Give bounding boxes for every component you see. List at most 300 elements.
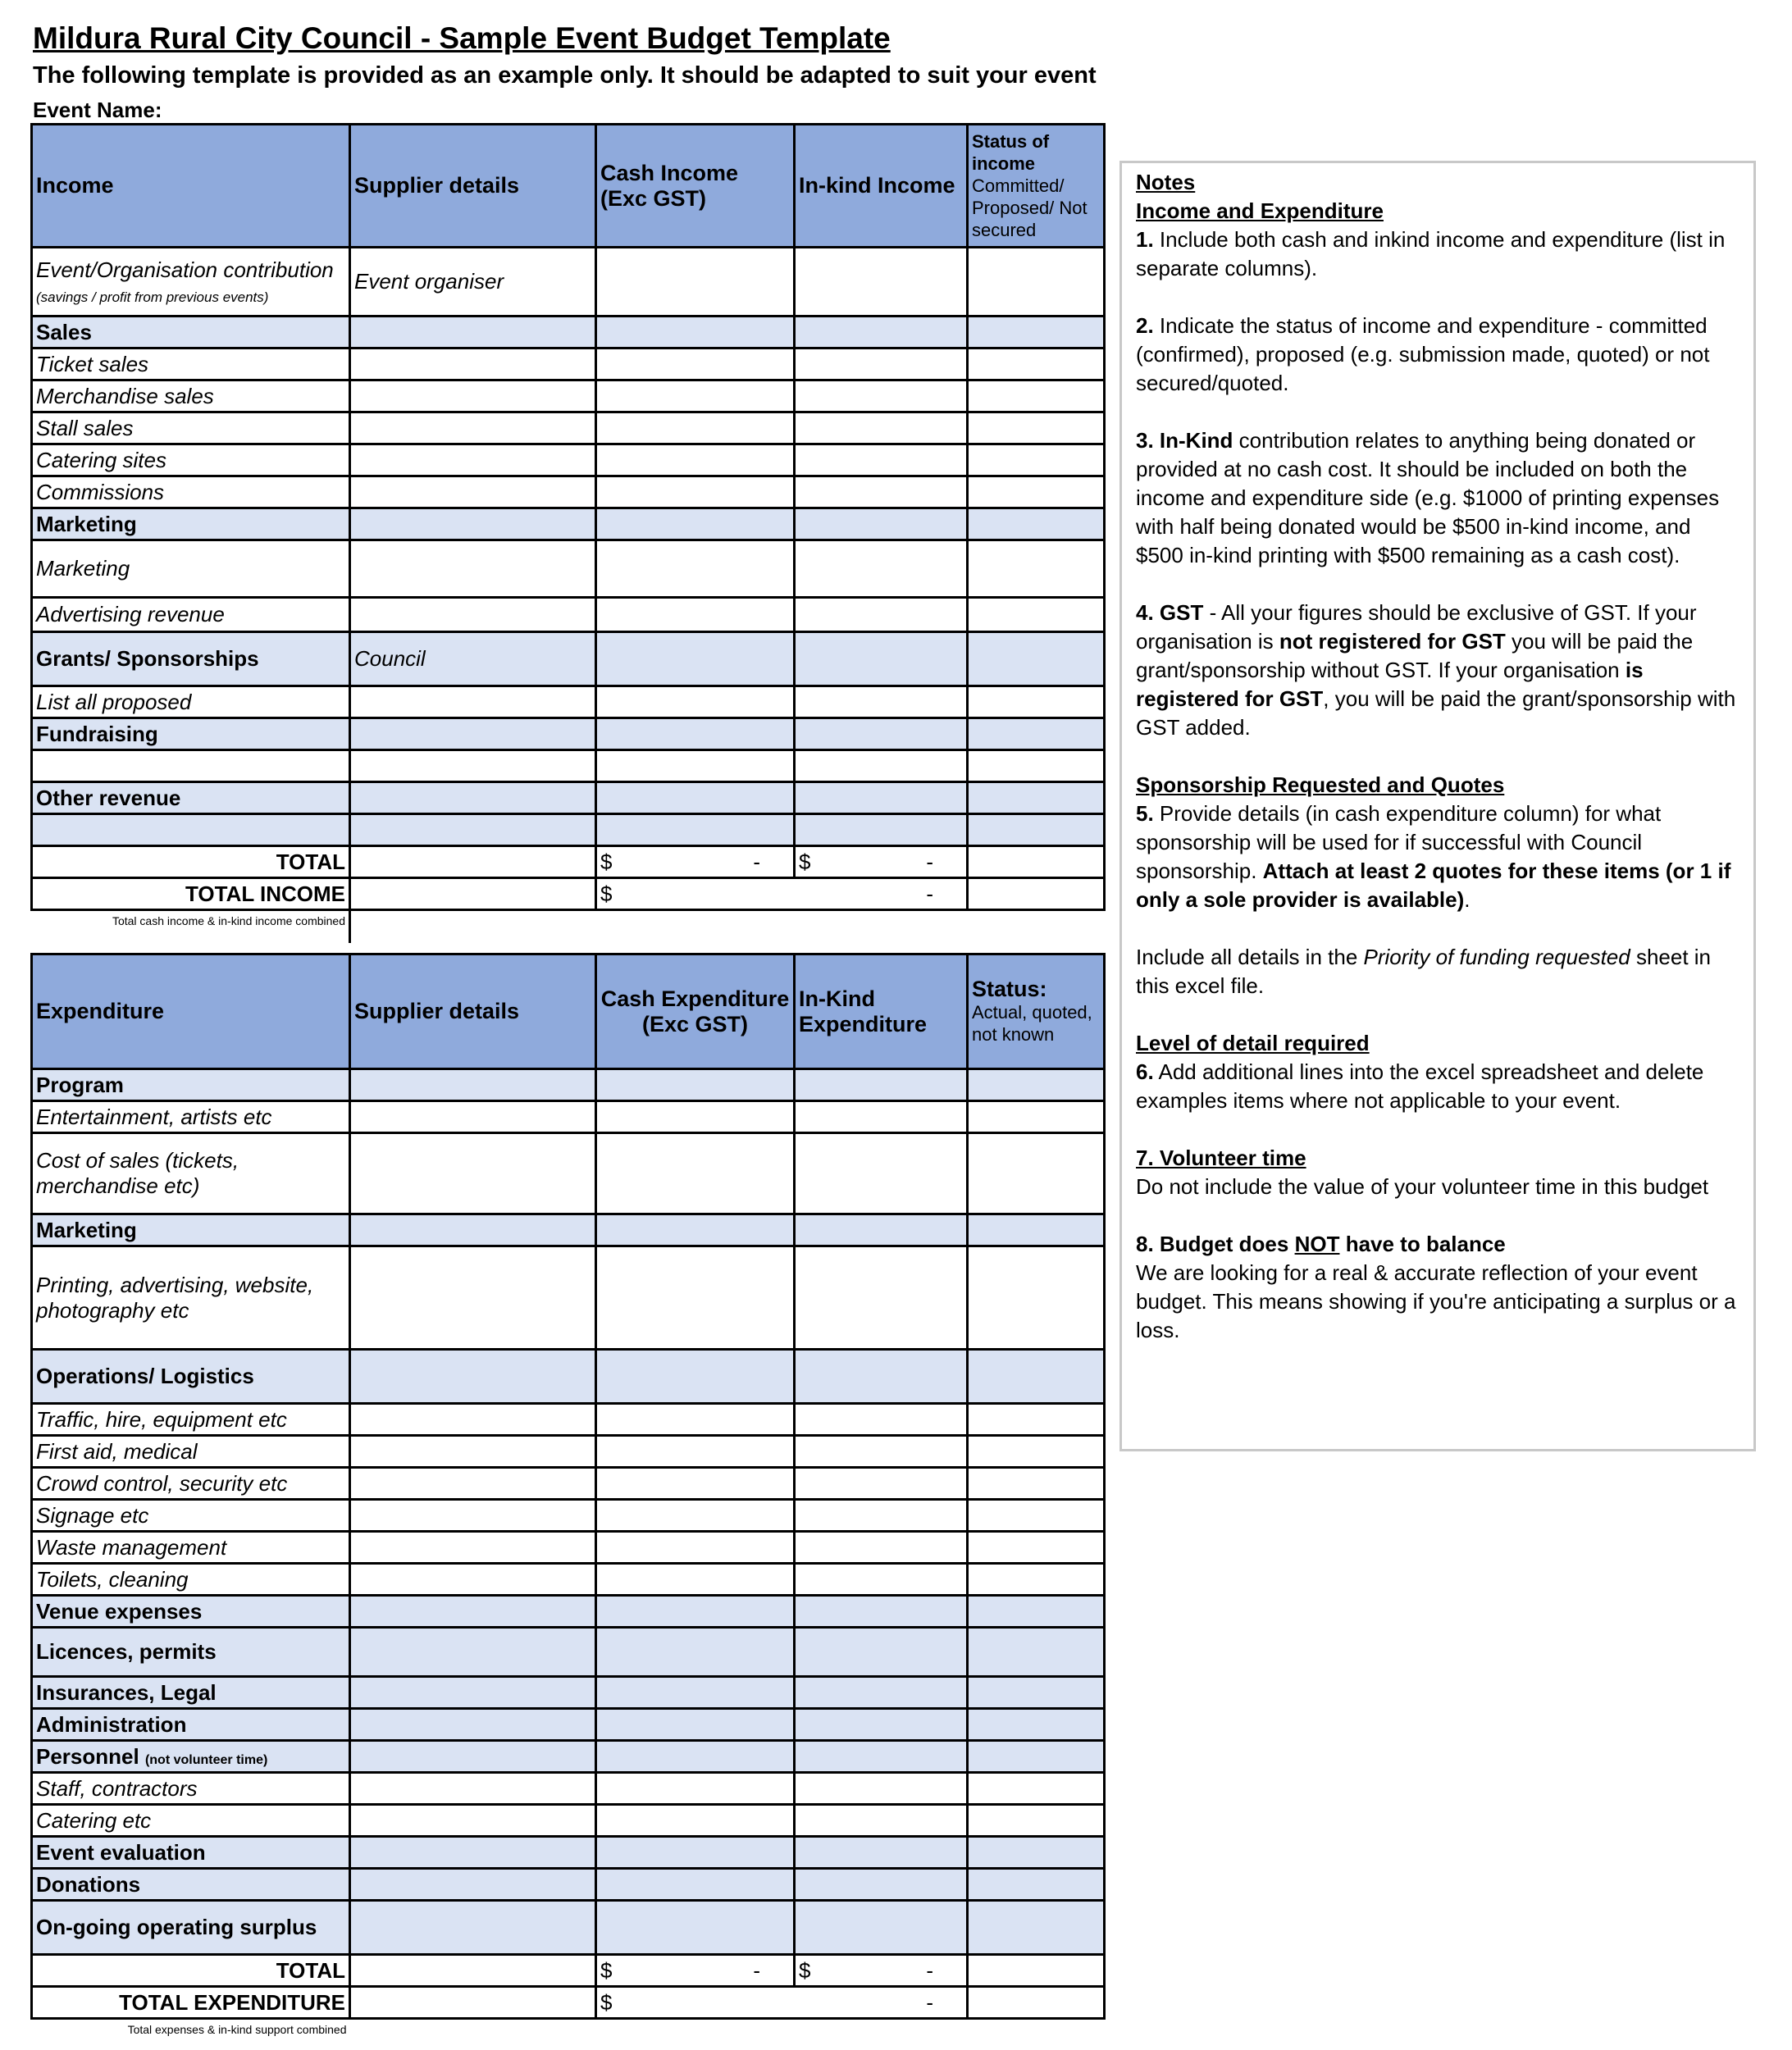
note-5b-sheet-name: Priority of funding requested [1363,945,1630,969]
supplier-cell[interactable] [350,476,596,508]
supplier-cell[interactable] [350,1246,596,1350]
note-4-emphasis: is registered for GST [1136,658,1644,711]
status-cell[interactable] [968,1468,1105,1500]
supplier-cell[interactable] [350,348,596,380]
row-label[interactable]: List all proposed [32,686,350,718]
inkind-expenditure-total [795,1955,968,1987]
org-contribution-note: (savings / profit from previous events) [36,289,269,305]
status-cell [968,1955,1105,1987]
cash-cell[interactable] [596,1101,795,1133]
notes-title: Notes [1136,170,1196,194]
status-cell[interactable] [968,1677,1105,1709]
inkind-cell[interactable] [795,1773,968,1805]
supplier-cell[interactable] [350,508,596,540]
income-total-row [32,846,1105,878]
status-cell[interactable] [968,1246,1105,1350]
supplier-cell[interactable] [350,718,596,750]
inkind-cell[interactable] [795,632,968,686]
supplier-cell[interactable] [350,1133,596,1214]
status-cell[interactable] [968,1709,1105,1741]
supplier-cell[interactable] [350,540,596,598]
table-row [32,1468,1105,1500]
table-row [32,1214,1105,1246]
table-row [32,632,1105,686]
note-1-text: Include both cash and inkind income and expenditure (list in separate columns). [1136,227,1726,280]
table-row [32,782,1105,814]
status-cell[interactable] [968,1901,1105,1955]
cash-cell[interactable] [596,718,795,750]
row-label[interactable]: Marketing [32,540,350,598]
cash-cell[interactable] [596,1133,795,1214]
row-label[interactable] [32,814,350,846]
status-cell[interactable] [968,1069,1105,1101]
note-5-text: . [1464,887,1471,912]
note-5b-text: sheet in this excel file. [1136,945,1712,998]
note-6-text: Add additional lines into the excel spreadsheet and delete examples items where not applicable to your event. [1136,1059,1704,1113]
status-cell[interactable] [968,1133,1105,1214]
income-header: Income [32,125,350,248]
supplier-cell[interactable] [350,750,596,782]
supplier-cell[interactable] [350,814,596,846]
inkind-income-header: In-kind Income [795,125,968,248]
expenditure-table [30,953,1106,2048]
supplier-cell[interactable] [350,598,596,632]
cash-cell[interactable] [596,1404,795,1436]
table-row [32,1350,1105,1404]
status-header [968,125,1105,248]
status-cell[interactable] [968,348,1105,380]
cash-cell[interactable] [596,1214,795,1246]
table-row [32,1869,1105,1901]
table-row [32,1532,1105,1564]
supplier-cell[interactable] [350,1741,596,1773]
income-table [30,123,1106,943]
status-cell[interactable] [968,380,1105,412]
cash-cell[interactable] [596,686,795,718]
supplier-cell [350,878,596,910]
note-6 [1136,1058,1740,1115]
supplier-cell[interactable] [350,1532,596,1564]
status-header-detail: Actual, quoted, not known [972,1001,1092,1045]
note-2-text: Indicate the status of income and expenditure - committed (confirmed), proposed (e.g. submission made, quoted) or not secured/quoted. [1136,313,1710,395]
notes-heading-volunteer: 7. Volunteer time [1136,1146,1306,1170]
inkind-cell[interactable] [795,1101,968,1133]
inkind-cell[interactable] [795,1628,968,1677]
cash-cell[interactable] [596,1677,795,1709]
status-cell[interactable] [968,508,1105,540]
supplier-cell[interactable] [350,1214,596,1246]
status-cell[interactable] [968,1532,1105,1564]
supplier-cell[interactable] [350,444,596,476]
total-expenditure-value [596,1987,968,2019]
inkind-cell[interactable] [795,814,968,846]
table-row [32,1773,1105,1805]
status-cell [968,878,1105,910]
cash-cell[interactable] [596,317,795,348]
cash-cell[interactable] [596,782,795,814]
row-label[interactable]: Other revenue [32,782,350,814]
event-name-label: Event Name: [33,98,162,122]
cash-cell[interactable] [596,1837,795,1869]
inkind-cell[interactable] [795,1350,968,1404]
row-label[interactable]: Signage etc [32,1500,350,1532]
status-cell[interactable] [968,1773,1105,1805]
income-total-note: Total cash income & in-kind income combined [32,910,350,943]
row-label[interactable]: Staff, contractors [32,1773,350,1805]
cash-cell[interactable] [596,814,795,846]
row-label[interactable]: Venue expenses [32,1596,350,1628]
inkind-cell[interactable] [795,412,968,444]
cash-cell[interactable] [596,444,795,476]
inkind-cell[interactable] [795,1404,968,1436]
supplier-cell[interactable] [350,686,596,718]
supplier-cell[interactable] [350,782,596,814]
note-2 [1136,312,1740,398]
row-label[interactable]: Sales [32,317,350,348]
inkind-cell[interactable] [795,1709,968,1741]
row-label[interactable]: Licences, permits [32,1628,350,1677]
note-5-emphasis: Attach at least 2 quotes for these items (or 1 if only a sole provider is available) [1136,859,1731,912]
cash-cell[interactable] [596,1246,795,1350]
cash-cell[interactable] [596,476,795,508]
note-4 [1136,599,1740,742]
supplier-cell[interactable] [350,1677,596,1709]
inkind-cell[interactable] [795,1500,968,1532]
note-5b-text: Include all details in the [1136,945,1364,969]
row-label[interactable]: Catering sites [32,444,350,476]
status-cell[interactable] [968,1564,1105,1596]
row-label[interactable]: Printing, advertising, website, photography etc [32,1246,350,1350]
inkind-cell[interactable] [795,718,968,750]
status-cell[interactable] [968,814,1105,846]
status-cell[interactable] [968,540,1105,598]
status-cell[interactable] [968,1436,1105,1468]
cash-cell[interactable] [596,248,795,317]
inkind-cell[interactable] [795,540,968,598]
supplier-cell[interactable] [350,1468,596,1500]
inkind-cell[interactable] [795,750,968,782]
cash-cell[interactable] [596,632,795,686]
inkind-cell[interactable] [795,1069,968,1101]
status-cell[interactable] [968,632,1105,686]
table-row [32,1436,1105,1468]
supplier-header: Supplier details [350,954,596,1069]
cash-cell[interactable] [596,380,795,412]
expenditure-header: Expenditure [32,954,350,1069]
row-label[interactable]: Stall sales [32,412,350,444]
cash-cell[interactable] [596,1741,795,1773]
cash-cell[interactable] [596,1350,795,1404]
inkind-cell[interactable] [795,1677,968,1709]
supplier-cell[interactable] [350,1805,596,1837]
table-row [32,1246,1105,1350]
status-header-detail: Committed/ Proposed/ Not secured [972,175,1088,240]
table-row [32,1805,1105,1837]
row-label[interactable]: Event evaluation [32,1837,350,1869]
notes-heading-detail: Level of detail required [1136,1031,1370,1055]
status-cell[interactable] [968,1596,1105,1628]
table-row [32,1133,1105,1214]
row-label[interactable]: Cost of sales (tickets, merchandise etc) [32,1133,350,1214]
status-cell[interactable] [968,1404,1105,1436]
inkind-cell[interactable] [795,1901,968,1955]
supplier-cell[interactable] [350,1101,596,1133]
table-row [32,1628,1105,1677]
row-label[interactable]: Insurances, Legal [32,1677,350,1709]
status-cell[interactable] [968,1869,1105,1901]
balance-heading-text: 8. Budget does [1136,1232,1295,1256]
cash-expenditure-total [596,1955,795,1987]
table-row [32,348,1105,380]
inkind-cell[interactable] [795,1436,968,1468]
cash-cell[interactable] [596,1436,795,1468]
supplier-cell[interactable] [350,412,596,444]
note-4-number: 4. GST [1136,600,1204,625]
total-income-row [32,878,1105,910]
supplier-cell[interactable] [350,1069,596,1101]
inkind-cell[interactable] [795,1468,968,1500]
cash-cell[interactable] [596,1709,795,1741]
status-cell[interactable] [968,1350,1105,1404]
note-5-text: Provide details (in cash expenditure column) for what sponsorship will be used for if successful with Council sponsorship. [1136,801,1662,883]
row-label[interactable]: Waste management [32,1532,350,1564]
cash-cell[interactable] [596,1564,795,1596]
note-spacer [350,2019,1105,2048]
cash-cell[interactable] [596,1773,795,1805]
supplier-cell[interactable] [350,1436,596,1468]
status-cell[interactable] [968,1214,1105,1246]
table-row [32,1677,1105,1709]
table-row [32,540,1105,598]
row-label[interactable] [32,1741,350,1773]
note-3-number: 3. In-Kind [1136,428,1233,453]
status-cell[interactable] [968,476,1105,508]
note-4-text: , you will be paid the grant/sponsorship with GST added. [1136,686,1736,740]
table-row [32,1596,1105,1628]
row-label[interactable]: Merchandise sales [32,380,350,412]
note-spacer [350,910,1105,943]
status-cell[interactable] [968,750,1105,782]
currency-symbol: $ [600,881,613,906]
status-cell[interactable] [968,444,1105,476]
status-header-title: Status of income [972,131,1050,174]
cash-cell[interactable] [596,1805,795,1837]
supplier-header: Supplier details [350,125,596,248]
cash-cell[interactable] [596,1468,795,1500]
status-header [968,954,1105,1069]
table-row [32,444,1105,476]
row-label[interactable]: Operations/ Logistics [32,1350,350,1404]
row-label[interactable]: Fundraising [32,718,350,750]
status-cell[interactable] [968,718,1105,750]
supplier-cell[interactable] [350,380,596,412]
table-row [32,750,1105,782]
row-label[interactable]: Marketing [32,1214,350,1246]
note-2-number: 2. [1136,313,1154,338]
inkind-expenditure-header: In-Kind Expenditure [795,954,968,1069]
expenditure-total-label: TOTAL [32,1955,350,1987]
table-row [32,1741,1105,1773]
table-row [32,1837,1105,1869]
supplier-cell[interactable] [350,1628,596,1677]
status-cell[interactable] [968,248,1105,317]
inkind-cell[interactable] [795,686,968,718]
total-income-value [596,878,968,910]
row-label[interactable]: Advertising revenue [32,598,350,632]
supplier-cell [350,846,596,878]
inkind-cell[interactable] [795,782,968,814]
status-cell [968,1987,1105,2019]
inkind-cell[interactable] [795,508,968,540]
income-header-row [32,125,1105,248]
table-row [32,317,1105,348]
cash-cell[interactable] [596,508,795,540]
status-cell[interactable] [968,1805,1105,1837]
row-label[interactable]: Grants/ Sponsorships [32,632,350,686]
inkind-cell[interactable] [795,1214,968,1246]
status-cell[interactable] [968,1628,1105,1677]
cash-cell[interactable] [596,598,795,632]
status-cell[interactable] [968,412,1105,444]
cash-cell[interactable] [596,1869,795,1901]
cash-expenditure-header: Cash Expenditure (Exc GST) [596,954,795,1069]
inkind-cell[interactable] [795,1596,968,1628]
row-label[interactable]: Ticket sales [32,348,350,380]
inkind-cell[interactable] [795,1741,968,1773]
cash-cell[interactable] [596,750,795,782]
cash-cell[interactable] [596,1596,795,1628]
row-label[interactable]: Administration [32,1709,350,1741]
row-label[interactable]: Commissions [32,476,350,508]
table-row [32,1901,1105,1955]
note-6-number: 6. [1136,1059,1154,1084]
status-cell [968,846,1105,878]
inkind-cell[interactable] [795,1133,968,1214]
status-cell[interactable] [968,1741,1105,1773]
row-label[interactable] [32,750,350,782]
table-row [32,814,1105,846]
table-row [32,1709,1105,1741]
total-income-label: TOTAL INCOME [32,878,350,910]
value-dash: - [926,849,933,874]
balance-heading-text: have to balance [1339,1232,1506,1256]
expenditure-header-row [32,954,1105,1069]
supplier-cell[interactable] [350,1869,596,1901]
cash-cell[interactable] [596,1069,795,1101]
supplier-cell[interactable] [350,1500,596,1532]
note-4-emphasis: not registered for GST [1279,629,1506,654]
row-label[interactable]: Crowd control, security etc [32,1468,350,1500]
supplier-cell[interactable] [350,317,596,348]
supplier-cell[interactable] [350,1773,596,1805]
cash-cell[interactable] [596,412,795,444]
cash-cell[interactable] [596,348,795,380]
note-5 [1136,800,1740,914]
row-label[interactable]: On-going operating surplus [32,1901,350,1955]
supplier-cell[interactable] [350,1404,596,1436]
inkind-income-total [795,846,968,878]
status-header-title: Status: [972,976,1047,1001]
row-label[interactable]: Catering etc [32,1805,350,1837]
supplier-cell[interactable] [350,1596,596,1628]
inkind-cell[interactable] [795,380,968,412]
supplier-cell[interactable] [350,1350,596,1404]
row-label[interactable]: Program [32,1069,350,1101]
supplier-cell[interactable] [350,1709,596,1741]
value-dash: - [926,1989,933,2015]
inkind-cell[interactable] [795,1805,968,1837]
inkind-cell[interactable] [795,444,968,476]
inkind-cell[interactable] [795,348,968,380]
cash-income-header: Cash Income (Exc GST) [596,125,795,248]
table-row [32,476,1105,508]
table-row [32,380,1105,412]
balance-heading-emphasis: NOT [1294,1232,1340,1256]
expenditure-total-note: Total expenses & in-kind support combined [127,2023,347,2036]
status-cell[interactable] [968,686,1105,718]
inkind-cell[interactable] [795,598,968,632]
page-title: Mildura Rural City Council - Sample Event Budget Template [33,21,891,55]
supplier-cell [350,1955,596,1987]
status-cell[interactable] [968,1837,1105,1869]
inkind-cell[interactable] [795,1532,968,1564]
inkind-cell[interactable] [795,1564,968,1596]
value-dash: - [753,849,760,874]
supplier-cell[interactable] [350,1564,596,1596]
note-3 [1136,426,1740,570]
supplier-cell [350,1987,596,2019]
inkind-cell[interactable] [795,476,968,508]
inkind-cell[interactable] [795,317,968,348]
status-cell[interactable] [968,317,1105,348]
note-5b [1136,943,1740,1000]
status-cell[interactable] [968,782,1105,814]
row-label[interactable]: Toilets, cleaning [32,1564,350,1596]
row-label[interactable]: First aid, medical [32,1436,350,1468]
row-label[interactable]: Traffic, hire, equipment etc [32,1404,350,1436]
row-label[interactable]: Donations [32,1869,350,1901]
status-cell[interactable] [968,1101,1105,1133]
table-row [32,598,1105,632]
status-cell[interactable] [968,1500,1105,1532]
note-4-text: you will be paid the grant/sponsorship without GST. If your organisation [1136,629,1694,682]
table-row [32,1404,1105,1436]
value-dash: - [926,881,933,906]
supplier-cell[interactable] [350,1901,596,1955]
cash-cell[interactable] [596,540,795,598]
cash-cell[interactable] [596,1500,795,1532]
supplier-cell[interactable]: Event organiser [350,248,596,317]
value-dash: - [926,1957,933,1983]
supplier-cell[interactable]: Council [350,632,596,686]
row-label[interactable]: Marketing [32,508,350,540]
row-label[interactable] [32,248,350,317]
inkind-cell[interactable] [795,1869,968,1901]
total-expenditure-row [32,1987,1105,2019]
personnel-note: (not volunteer time) [144,1752,268,1767]
cash-cell[interactable] [596,1532,795,1564]
cash-cell[interactable] [596,1901,795,1955]
inkind-cell[interactable] [795,1246,968,1350]
row-label[interactable]: Entertainment, artists etc [32,1101,350,1133]
status-cell[interactable] [968,598,1105,632]
inkind-cell[interactable] [795,248,968,317]
income-total-label: TOTAL [32,846,350,878]
cash-cell[interactable] [596,1628,795,1677]
supplier-cell[interactable] [350,1837,596,1869]
currency-symbol: $ [799,849,811,874]
inkind-cell[interactable] [795,1837,968,1869]
